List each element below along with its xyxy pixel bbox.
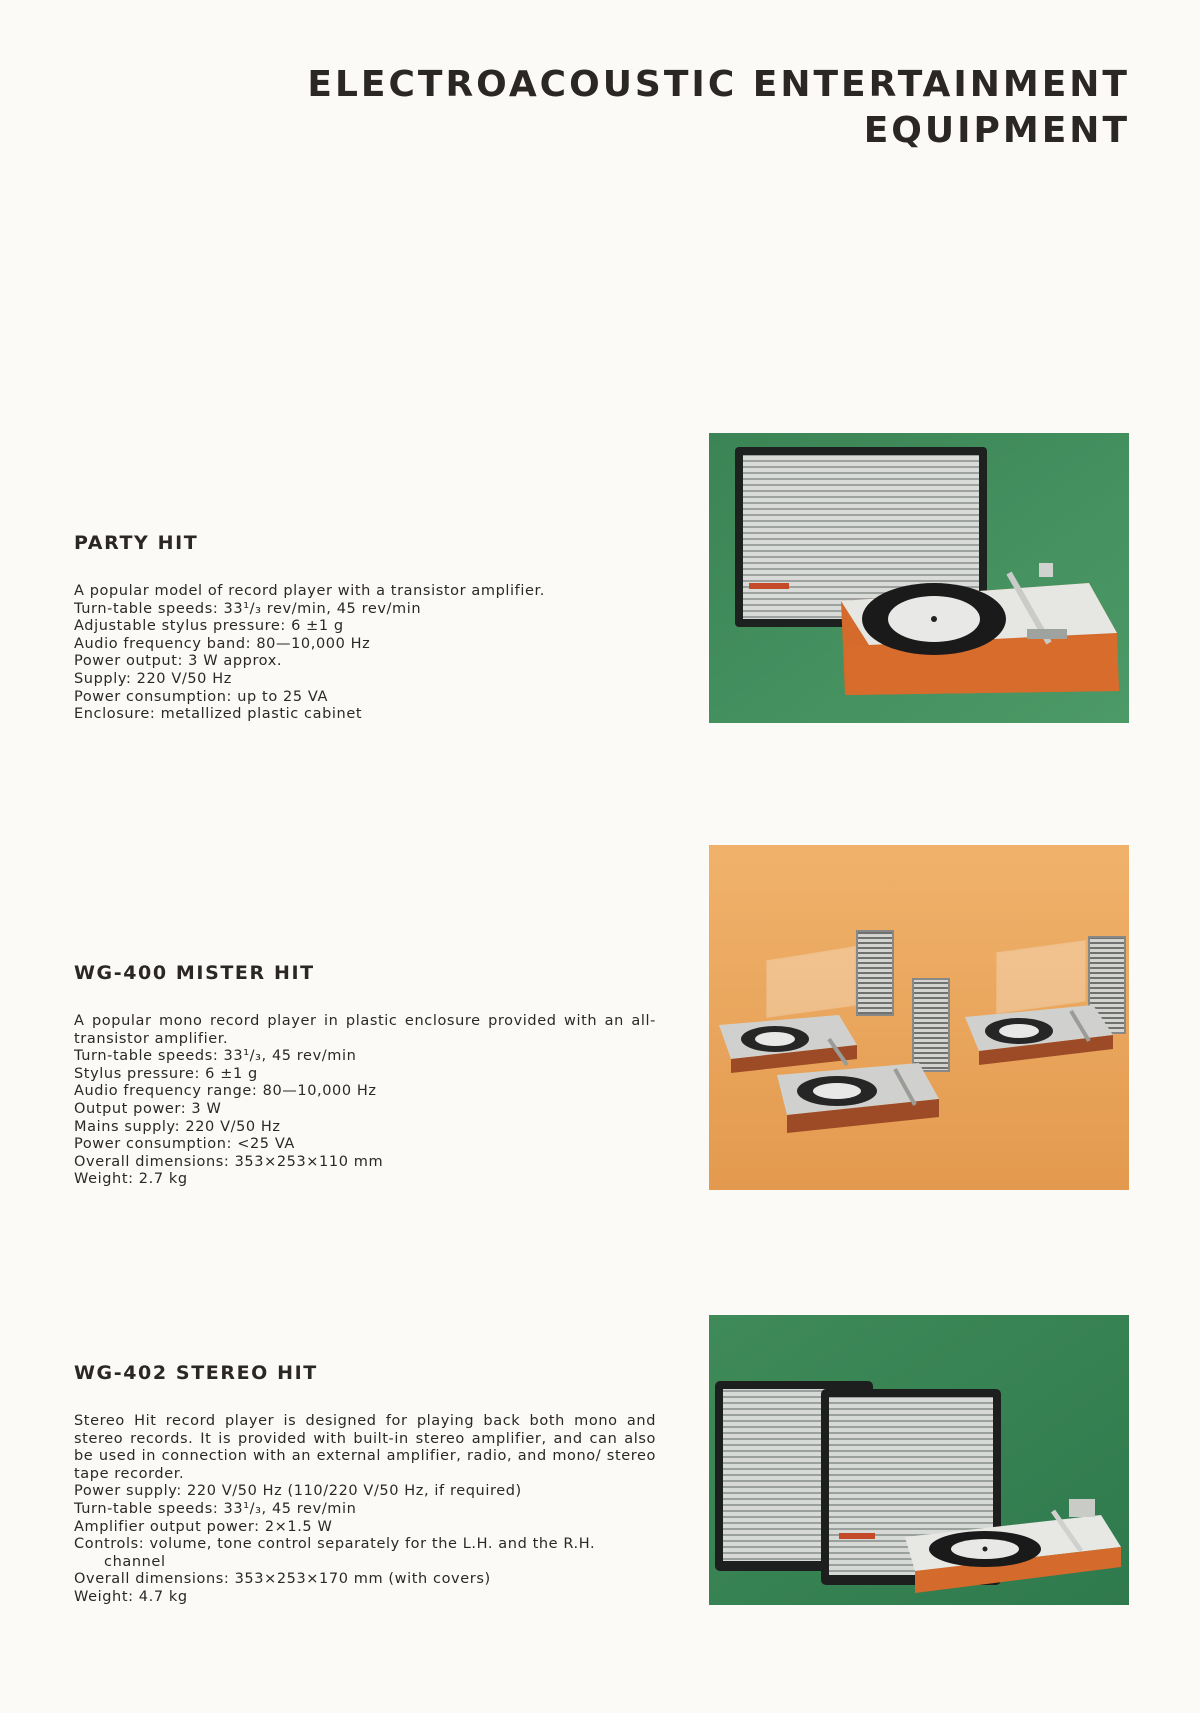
- product-description-wg-400: [74, 1013, 656, 1189]
- spec-line: Output power: 3 W: [74, 1100, 222, 1117]
- spec-line: Weight: 4.7 kg: [74, 1588, 188, 1605]
- product-heading-wg-402-stereo-hit: WG-402 STEREO HIT: [74, 1362, 318, 1384]
- spec-line: Controls: volume, tone control separately for the L.H. and the R.H.: [74, 1536, 596, 1553]
- spec-line: Supply: 220 V/50 Hz: [74, 670, 232, 687]
- product-description-party-hit: [74, 583, 656, 724]
- spec-line: Power supply: 220 V/50 Hz (110/220 V/50 Hz, if required): [74, 1483, 522, 1500]
- spec-line: Turn-table speeds: 33¹/₃, 45 rev/min: [74, 1048, 357, 1065]
- spec-line: Turn-table speeds: 33¹/₃, 45 rev/min: [74, 1500, 357, 1517]
- spec-line: Audio frequency band: 80—10,000 Hz: [74, 635, 371, 652]
- product-heading-party-hit: PARTY HIT: [74, 532, 199, 554]
- spec-line: Weight: 2.7 kg: [74, 1171, 188, 1188]
- spec-line: Power consumption: up to 25 VA: [74, 688, 328, 705]
- spec-line: Enclosure: metallized plastic cabinet: [74, 706, 363, 723]
- spec-line: Audio frequency range: 80—10,000 Hz: [74, 1083, 377, 1100]
- product-heading-wg-400-mister-hit: WG-400 MISTER HIT: [74, 962, 315, 984]
- spec-line: A popular mono record player in plastic enclosure provided with an all-transistor amplifier.: [74, 1013, 656, 1047]
- spec-line: Overall dimensions: 353×253×110 mm: [74, 1153, 384, 1170]
- spec-line: Amplifier output power: 2×1.5 W: [74, 1518, 333, 1535]
- spec-line: Overall dimensions: 353×253×170 mm (with covers): [74, 1571, 491, 1588]
- spec-line: A popular model of record player with a transistor amplifier.: [74, 583, 545, 599]
- product-description-wg-402: [74, 1413, 656, 1607]
- spec-line: Power consumption: <25 VA: [74, 1136, 295, 1153]
- spec-line: Turn-table speeds: 33¹/₃ rev/min, 45 rev/min: [74, 600, 422, 617]
- spec-line: Stylus pressure: 6 ±1 g: [74, 1065, 258, 1082]
- wg-402-photo: [709, 1315, 1129, 1605]
- spec-line: Mains supply: 220 V/50 Hz: [74, 1118, 281, 1135]
- spec-line: Stereo Hit record player is designed for playing back both mono and stereo records. It is provided with built-in stereo amplifier, and can also be used in connection with an external amplifier, radio, and mono/ stereo tape recorder.: [74, 1413, 656, 1482]
- page-title-line-1: ELECTROACOUSTIC ENTERTAINMENT: [307, 64, 1130, 105]
- page-title: [230, 62, 1130, 154]
- party-hit-photo: [709, 433, 1129, 723]
- wg-400-photo: [709, 845, 1129, 1190]
- spec-line: Adjustable stylus pressure: 6 ±1 g: [74, 618, 344, 635]
- spec-line: channel: [104, 1553, 166, 1570]
- spec-line: Power output: 3 W approx.: [74, 653, 283, 670]
- page-title-line-2: EQUIPMENT: [863, 110, 1130, 151]
